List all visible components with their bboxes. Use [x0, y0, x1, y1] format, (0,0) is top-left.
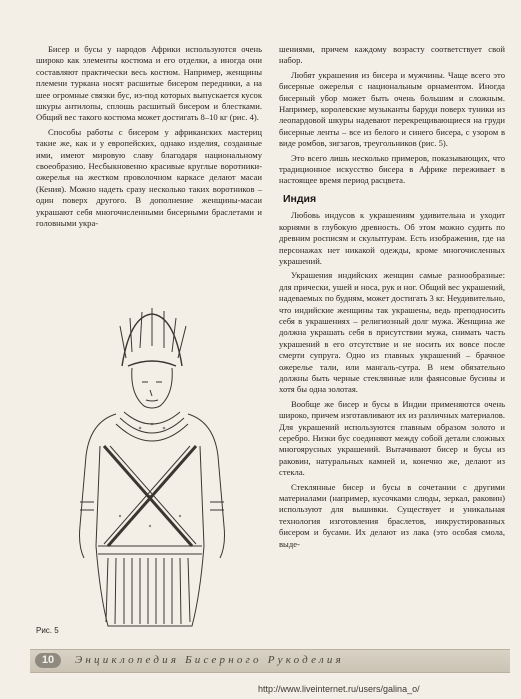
paragraph: Вообще же бисер и бусы в Индии применяются очень широко, причем изготавливают их из различных материалов. Для украшений используются главным образом золото и серебро. Низки бус соединяют между собой детали сложных многоярусных украшений. Вытачивают бисер и бусы из раковин, натуральных камней и, конечно же, делают из стекла.	[279, 398, 505, 478]
paragraph: Стеклянные бисер и бусы в сочетании с другими материалами (например, кусочками слюды, зеркал, раковин) используют для вышивки. Существует и уникальная технология изготовления браслетов, инкрустированных бисером и бусами. Их делают из лака (это особая смола, выде-	[279, 481, 505, 549]
paragraph: шениями, причем каждому возрасту соответствует свой набор.	[279, 44, 505, 66]
series-title: Энциклопедия Бисерного Рукоделия	[75, 654, 344, 666]
section-heading: Индия	[283, 192, 317, 205]
paragraph: Способы работы с бисером у африканских мастериц такие же, как и у европейских, однако изделия, созданные ими, имеют мировую славу благодаря национальному своеобразию. Несбыкновенно красивые круглые воротники-ожерелья на жестком проволочном каркасе делают масаи (Кения). Можно надеть сразу несколько таких воротников – один поверх другого. В дополнение женщины-масаи украшают себя многочисленными бисерными браслетами и головными укра-	[36, 126, 262, 229]
paragraph: Любовь индусов к украшениям удивительна и уходит корнями в глубокую древность. Об этом можно судить по древним росписям и скульптурам. Есть изображения, где на персонажах нет никакой одежды, кроме многочисленных украшений.	[279, 210, 505, 266]
page-footer	[30, 649, 510, 673]
right-column	[279, 44, 505, 553]
paragraph: Украшения индийских женщин самые разнообразные: для прически, ушей и носа, рук и ног. Общий вес украшений, надеваемых по будням, может достигать 3 кг. Неудивительно, что индийские женщины так украшены, ведь преподносить себя в украшениях – религиозный долг мужа. Женщина же должна украшать себя в присутствии мужа, снимать часть украшений в его отсутствие и не носить их вовсе после смерти супруга. Одно из главных украшений – брачное ожерелье тали, или мангаль-сутра. В нем обязательно должны быть черные стеклянные или фаянсовые бусины и хотя бы одна золотая.	[279, 270, 505, 395]
paragraph: Бисер и бусы у народов Африки используются очень широко как элементы костюма и его отделки, а иногда они составляют практически весь костюм. Например, женщины племени туркана носят расшитые бисером передники, а на шее огромные связки бус, из-под которых выпускается кусок шкуры антилопы, сплошь расшитый бисером и блестками. Общий вес такого костюма может достигать 8–10 кг (рис. 4).	[36, 44, 262, 123]
figure-illustration	[60, 296, 240, 636]
paragraph: Любят украшения из бисера и мужчины. Чаще всего это бисерные ожерелья с национальным орнаментом. Иногда бисерный убор может быть очень большим и сложным. Например, королевские музыканты баруди поверх туники из леопардовой шкуры надевают перекрещивающиеся на груди бисерные ленты – все из белого и синего бисера, с узором в виде ромбов, зигзагов, треугольников (рис. 5).	[279, 69, 505, 149]
beaded-figure-drawing	[60, 296, 240, 636]
page-number: 10	[35, 653, 61, 668]
figure-caption: Рис. 5	[36, 626, 59, 635]
paragraph: Это всего лишь несколько примеров, показывающих, что традиционное искусство бисера в Африке переживает в настоящее время период расцвета.	[279, 152, 505, 186]
left-column	[36, 44, 262, 233]
source-watermark: http://www.liveinternet.ru/users/galina_o/	[258, 684, 420, 694]
